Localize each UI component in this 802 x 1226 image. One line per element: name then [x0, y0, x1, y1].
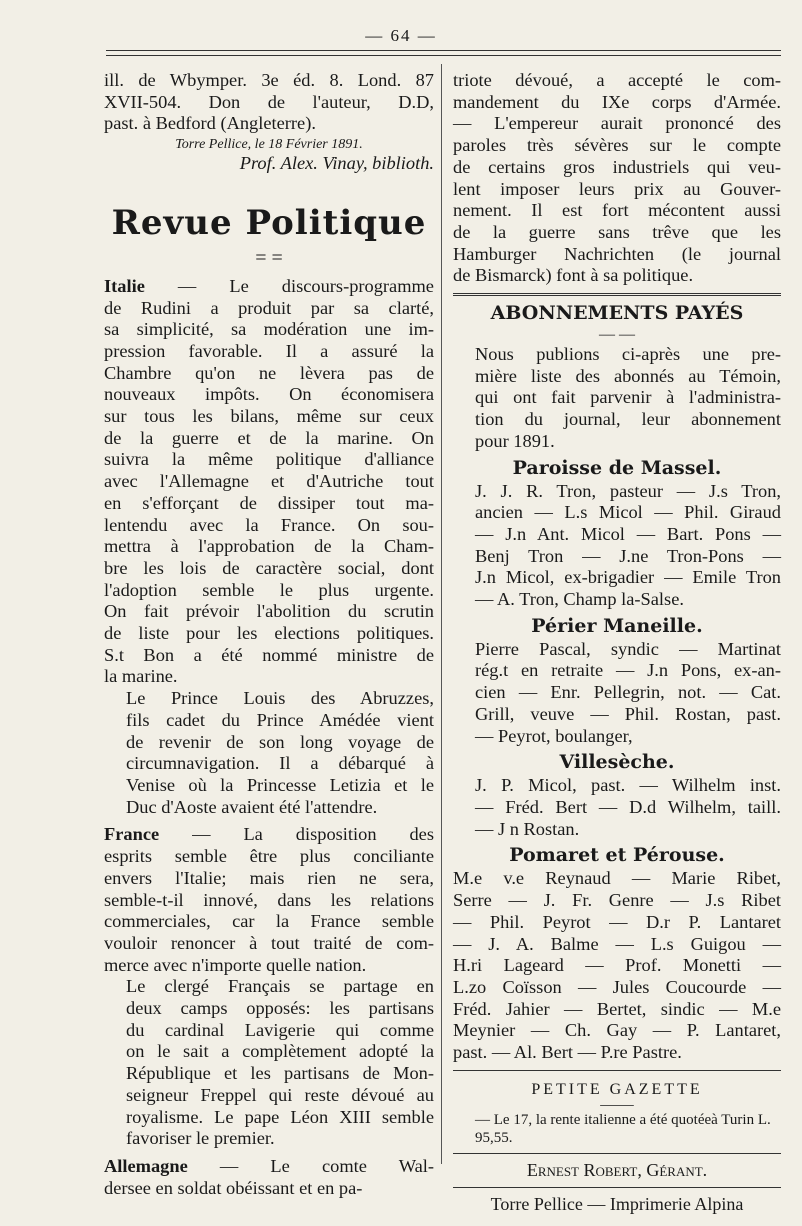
- perier-list: [453, 639, 781, 748]
- text-line: bre les lois de caractère social, dont: [104, 557, 434, 578]
- header-rule: [106, 50, 781, 51]
- text-line: Hamburger Nachrichten (le journal: [453, 243, 781, 264]
- text-line: J.n Micol, ex-brigadier — Emile Tron: [475, 567, 781, 588]
- text-line: — Phil. Peyrot — D.r P. Lantaret: [453, 911, 781, 932]
- text-line: l'adoption semble le plus urgente.: [104, 579, 434, 600]
- text-line: H.ri Lageard — Prof. Monetti —: [453, 955, 781, 976]
- text-line: deux camps opposés: les partisans: [126, 998, 434, 1019]
- text-line: — Le 17, la rente italienne a été quotée: [475, 1111, 712, 1128]
- text-line: Grill, veuve — Phil. Rostan, past.: [475, 703, 781, 724]
- text-line: merce avec n'importe quelle nation.: [104, 954, 367, 975]
- villeseche-heading: Villesèche.: [559, 751, 675, 774]
- text-line: commerciales, car la France semble: [104, 911, 434, 932]
- text-line: past. à Bedford (Angleterre).: [104, 113, 316, 134]
- left-column: [104, 70, 434, 1199]
- text-line: — A. Tron, Champ la-Salse.: [475, 589, 684, 610]
- italie-heading: Italie: [104, 275, 145, 296]
- text-line: fils cadet du Prince Amédée vient: [126, 709, 434, 730]
- text-line: S.t Bon a été nommé ministre de: [104, 644, 434, 665]
- section-rule: [453, 293, 781, 296]
- column-divider: [441, 64, 442, 1164]
- massel-heading: Paroisse de Massel.: [512, 456, 722, 479]
- text-line: de la guerre et de la marine. On: [104, 427, 434, 448]
- text-line: nouveaux impôts. On économisera: [104, 384, 434, 405]
- text-line: ill. de Wbymper. 3e éd. 8. Lond. 87: [104, 70, 434, 90]
- text-line: mandement du IXe corps d'Armée.: [453, 91, 781, 112]
- text-line: semble-t-il innové, dans les relations: [104, 889, 434, 910]
- text-line: rég.t en retraite — J.n Pons, ex-an-: [475, 660, 781, 681]
- text-line: vouloir renoncer à tout traité de com-: [104, 932, 434, 953]
- text-line: — Fréd. Bert — D.d Wilhelm, taill.: [475, 796, 781, 817]
- pomaret-list: [453, 868, 781, 1063]
- date-line: Torre Pellice, le 18 Février 1891.: [175, 137, 363, 153]
- text-line: de Bismarck) font à sa politique.: [453, 265, 694, 286]
- signature: Prof. Alex. Vinay, biblioth.: [239, 153, 434, 174]
- text-line: de certains gros industriels qui veu-: [453, 156, 781, 177]
- text-line: esprits semble être plus conciliante: [104, 846, 434, 867]
- text-line: suivra la même politique d'alliance: [104, 449, 434, 470]
- italie-paragraph: [104, 276, 434, 688]
- text-line: L.zo Coïsson — Jules Coucourde —: [453, 976, 781, 997]
- text-line: — J.n Ant. Micol — Bart. Pons —: [475, 523, 781, 544]
- page-number: — 64 —: [365, 26, 437, 45]
- text-line: J. P. Micol, past. — Wilhelm inst.: [475, 775, 781, 796]
- text-line: XVII-504. Don de l'auteur, D.D,: [104, 91, 434, 112]
- text-line: paroles très sévères sur le compte: [453, 135, 781, 156]
- allemagne-heading: Allemagne: [104, 1155, 188, 1176]
- text-line: du cardinal Lavigerie qui comme: [126, 1019, 434, 1040]
- text-line: Meynier — Ch. Gay — P. Lantaret,: [453, 1020, 781, 1041]
- allemagne-paragraph: [104, 1156, 434, 1199]
- villeseche-list: [453, 775, 781, 840]
- text-line: lentendu avec la France. On sou-: [104, 514, 434, 535]
- text-line: qui ont fait parvenir à l'administra-: [475, 387, 781, 408]
- title-ornament: = =: [255, 246, 283, 269]
- text-line: pour 1891.: [475, 430, 555, 451]
- text-line: seigneur Freppel qui reste dévoué au: [126, 1084, 434, 1105]
- france-heading: France: [104, 824, 160, 845]
- text-line: en s'efforçant de dissiper tout ma-: [104, 492, 434, 513]
- text-line: de Rudini a produit par sa clarté,: [104, 297, 434, 318]
- text-line: tion du journal, leur abonnement: [475, 409, 781, 430]
- intro-paragraph: [104, 70, 434, 135]
- text-line: sur tous les bilans, même sur ceux: [104, 406, 434, 427]
- text-line: Benj Tron — J.ne Tron-Pons —: [475, 545, 781, 566]
- section-title: Revue Politique: [111, 202, 427, 243]
- text-line: J. J. R. Tron, pasteur — J.s Tron,: [475, 480, 781, 501]
- text-line: avec l'Allemagne et d'Autriche tout: [104, 471, 434, 492]
- text-line: sa simplicité, sa modération une im-: [104, 319, 434, 340]
- right-column: [453, 70, 781, 1215]
- clerge-paragraph: [104, 976, 434, 1150]
- text-line: favoriser le premier.: [126, 1128, 275, 1149]
- abonnements-intro: [453, 344, 781, 453]
- text-line: Chambre qu'on ne lèvera pas de: [104, 362, 434, 383]
- text-line: — J n Rostan.: [475, 818, 580, 839]
- text-line: la marine.: [104, 666, 178, 687]
- imprimerie-line: Torre Pellice — Imprimerie Alpina: [490, 1193, 744, 1214]
- text-line: royalisme. Le pape Léon XIII semble: [126, 1106, 434, 1127]
- text-line: mière liste des abonnés au Témoin,: [475, 365, 781, 386]
- gerant-line: Ernest Robert, Gérant.: [526, 1159, 708, 1180]
- text-line: On fait prévoir l'abolition du scrutin: [104, 601, 434, 622]
- text-line: lent imposer leurs prix au Gouver-: [453, 178, 781, 199]
- massel-list: [453, 481, 781, 611]
- text-line: Nous publions ci-après une pre-: [475, 344, 781, 365]
- france-first-line: — La disposition des: [192, 824, 434, 845]
- text-line: pression favorable. Il a assuré la: [104, 340, 434, 361]
- text-line: à Turin L. 95,55.: [475, 1111, 771, 1146]
- text-line: Pierre Pascal, syndic — Martinat: [475, 638, 781, 659]
- allemagne-first-line: — Le comte Wal-: [219, 1155, 434, 1176]
- text-line: envers l'Italie; mais rien ne sera,: [104, 867, 434, 888]
- header-rule-secondary: [106, 55, 781, 56]
- text-line: Venise où la Princesse Letizia et le: [126, 774, 434, 795]
- text-line: de revenir de son long voyage de: [126, 731, 434, 752]
- perier-heading: Périer Maneille.: [531, 614, 703, 637]
- text-line: nement. Il est fort mécontent aussi: [453, 200, 781, 221]
- text-line: circumnavigation. Il a débarqué à: [126, 753, 434, 774]
- text-line: Serre — J. Fr. Genre — J.s Ribet: [453, 890, 781, 911]
- text-line: — L'empereur aurait prononcé des: [453, 113, 781, 134]
- abonnements-title: ABONNEMENTS PAYÉS: [490, 302, 744, 325]
- imprimerie-rule: [453, 1187, 781, 1188]
- allemagne-continued: [453, 70, 781, 287]
- italie-first-line: — Le discours-programme: [177, 275, 434, 296]
- gazette-title: PETITE GAZETTE: [531, 1080, 703, 1098]
- text-line: de la guerre sans trêve que les: [453, 221, 781, 242]
- gazette-ornament: ⸻: [599, 1097, 635, 1113]
- text-line: Le clergé Français se partage en: [126, 976, 434, 997]
- pomaret-heading: Pomaret et Pérouse.: [509, 844, 725, 867]
- gazette-rule: [453, 1070, 781, 1071]
- text-line: cien — Enr. Pellegrin, not. — Cat.: [475, 682, 781, 703]
- text-line: mettra à l'approbation de la Cham-: [104, 536, 434, 557]
- gazette-note: [453, 1111, 781, 1147]
- text-line: Fréd. Jahier — Bertet, sindic — M.e: [453, 998, 781, 1019]
- text-line: — J. A. Balme — L.s Guigou —: [453, 933, 781, 954]
- gerant-rule: [453, 1153, 781, 1154]
- text-line: Le Prince Louis des Abruzzes,: [126, 688, 434, 709]
- prince-paragraph: [104, 688, 434, 818]
- text-line: dersee en soldat obéissant et en pa-: [104, 1177, 363, 1198]
- text-line: ancien — L.s Micol — Phil. Giraud: [475, 502, 781, 523]
- text-line: on le sait a complètement adopté la: [126, 1041, 434, 1062]
- abonnements-ornament: — —: [599, 326, 635, 344]
- text-line: past. — Al. Bert — P.re Pastre.: [453, 1042, 682, 1063]
- text-line: de liste pour les elections politiques.: [104, 623, 434, 644]
- text-line: — Peyrot, boulanger,: [475, 725, 633, 746]
- text-line: triote dévoué, a accepté le com-: [453, 70, 781, 90]
- text-line: M.e v.e Reynaud — Marie Ribet,: [453, 868, 781, 889]
- text-line: Duc d'Aoste avaient été l'attendre.: [126, 796, 378, 817]
- france-paragraph: [104, 824, 434, 976]
- text-line: République et les partisans de Mon-: [126, 1063, 434, 1084]
